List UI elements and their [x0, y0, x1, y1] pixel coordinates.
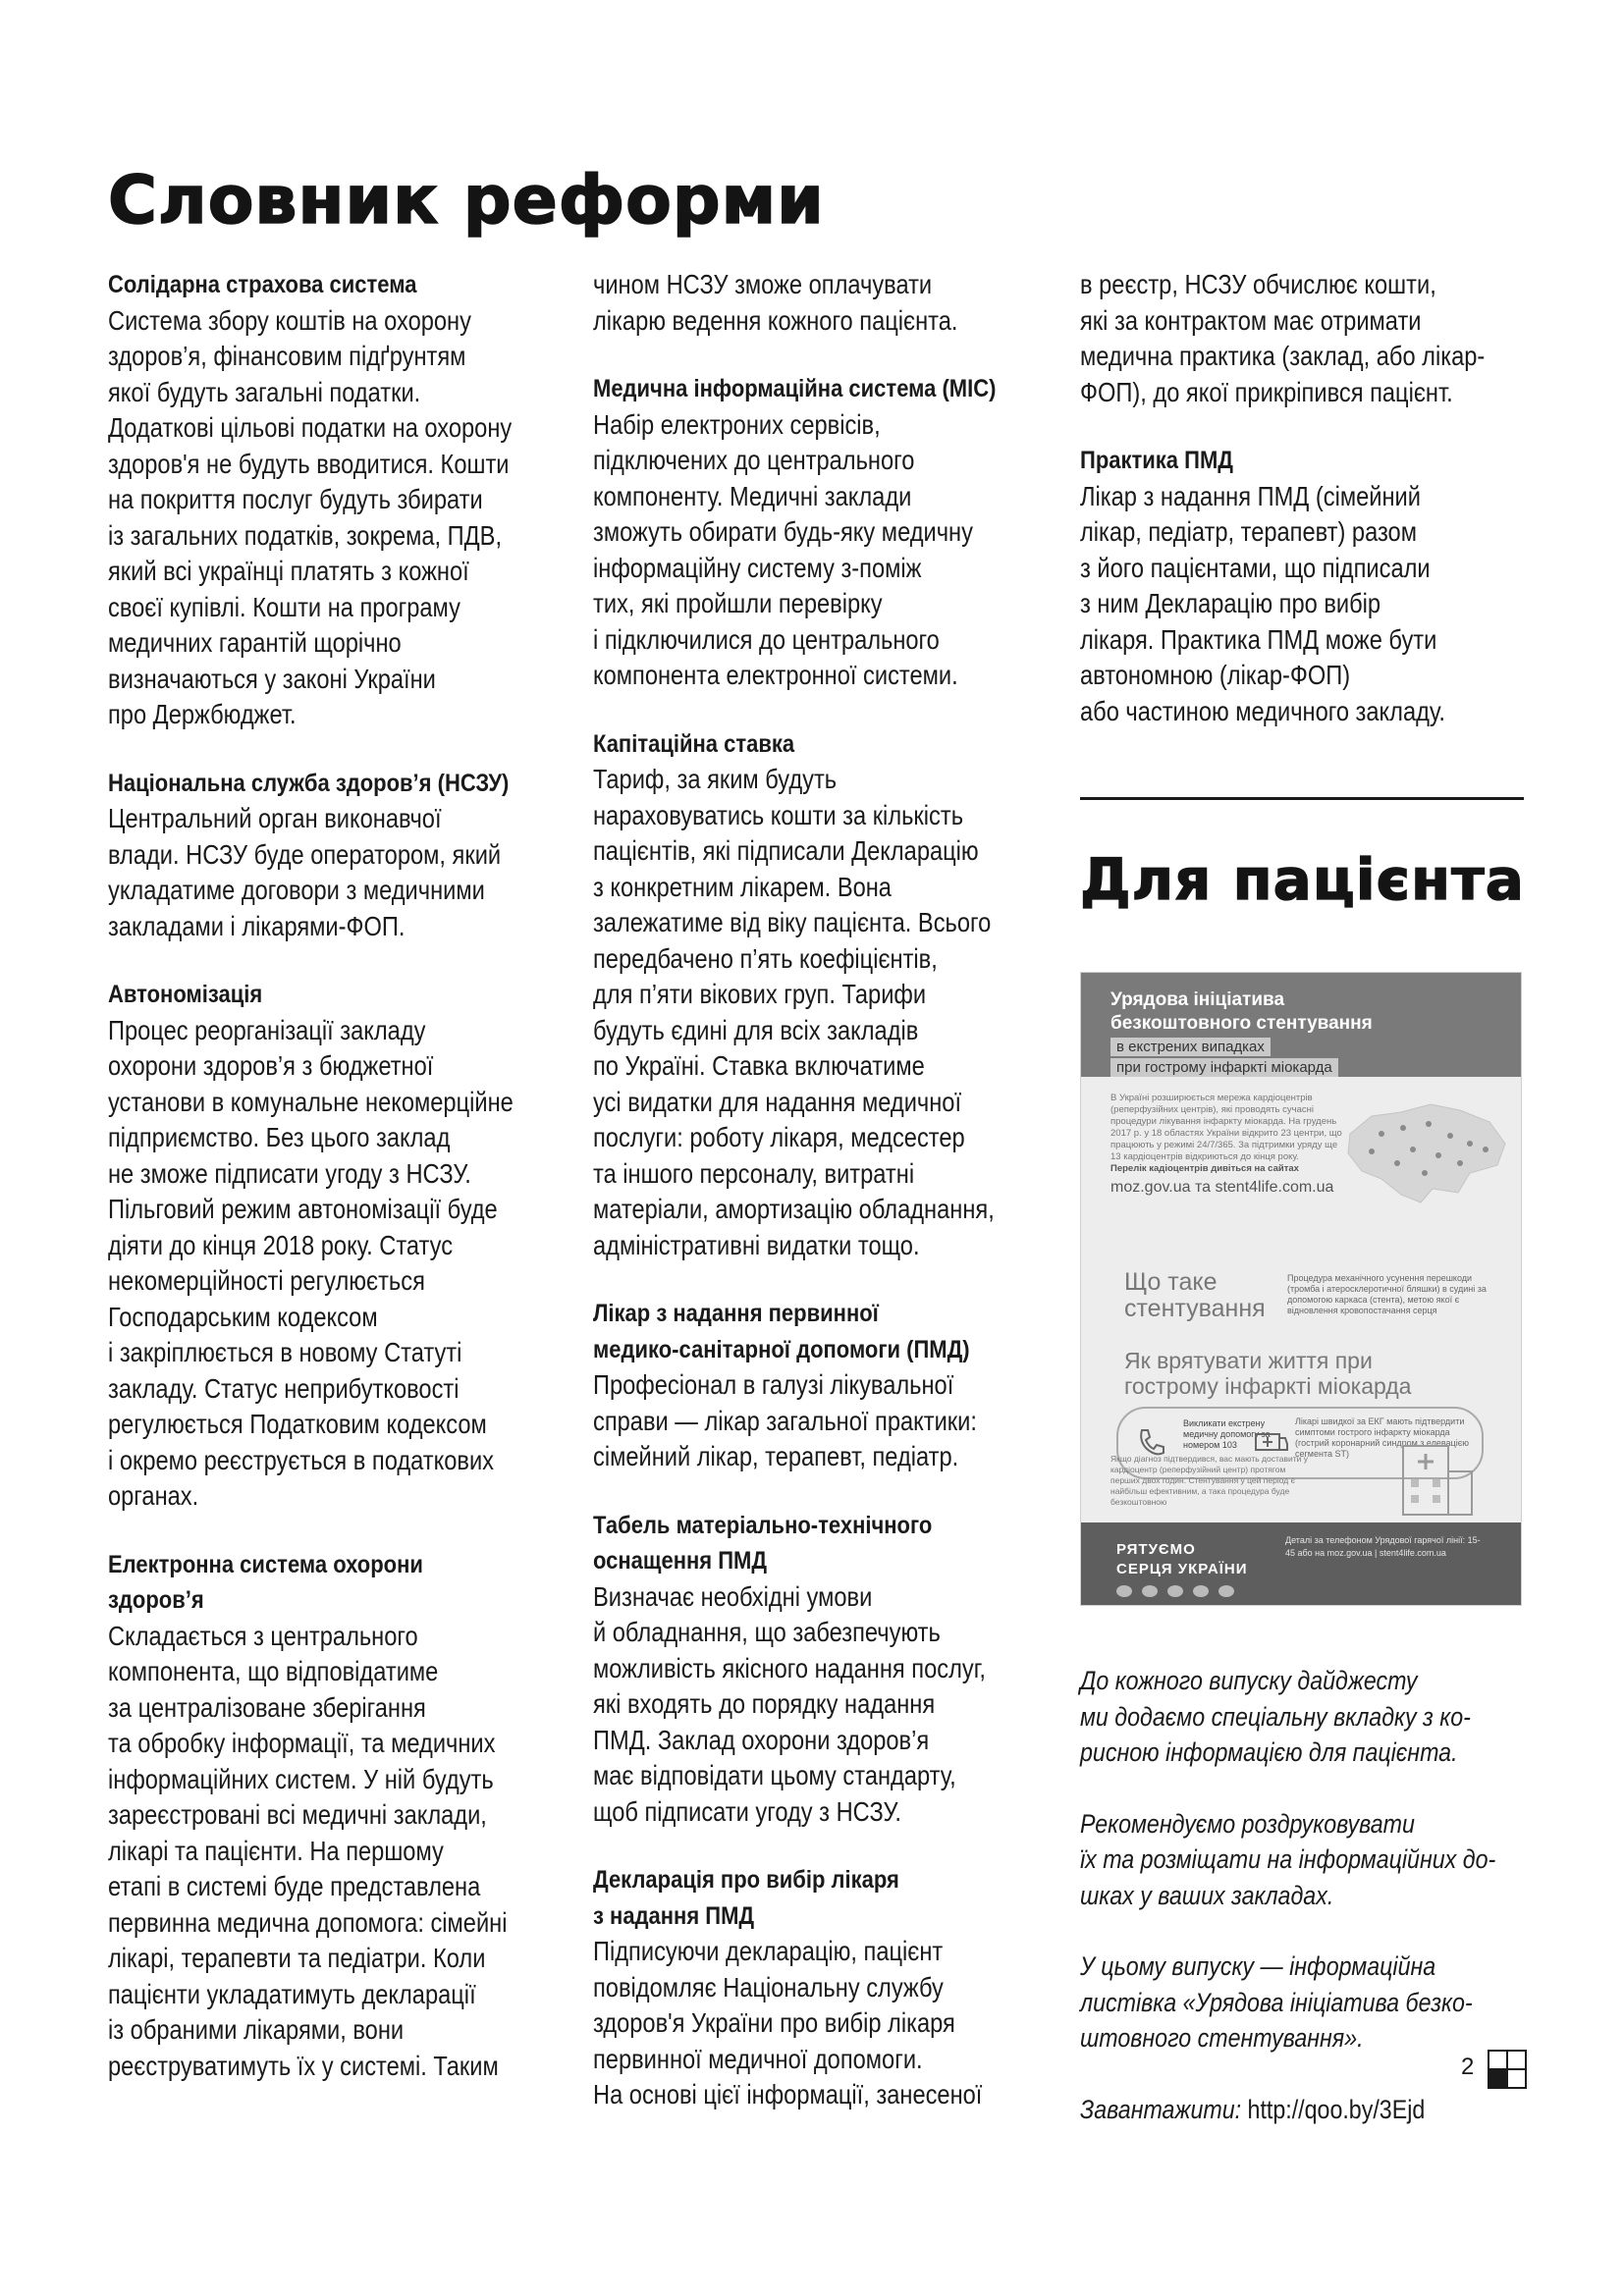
- patient-intro: [1080, 1663, 1532, 2163]
- section-title: Для пацієнта: [1080, 846, 1525, 913]
- glossary-term: Медична інформаційна система (МІС): [593, 375, 997, 402]
- glossary-entry: [108, 1547, 569, 2085]
- glossary-definition: в реєстр, НСЗУ обчислює кошти, які за контрактом має отримати медична практика (заклад, або лікар- ФОП), до якої прикріпився пацієнт.: [1080, 269, 1486, 407]
- leaflet-header: [1081, 973, 1521, 1077]
- glossary-entry: [593, 1296, 1055, 1475]
- leaflet-head-line: в екстрених випадках: [1110, 1038, 1271, 1056]
- glossary-entry: [108, 766, 569, 945]
- glossary-definition: Тариф, за яким будуть нараховуватись кошти за кількість пацієнтів, які підписали Декларацію з конкретним лікарем. Вона залежатиме від віку пацієнта. Всього передбачено п’ять коефіцієнтів, для п’яти вікових груп. Тарифи будуть єдині для всіх закладів по Україні. Ставка включатиме усі видатки для надання медичної послуги: роботу лікаря, медсестер та іншого персоналу, витратні матеріали, амортизацію обладнання, адміністративні видатки тощо.: [593, 764, 995, 1260]
- glossary-definition: Складається з центрального компонента, що відповідатиме за централізоване зберігання та обробку інформації, та медичних інформаційних систем. У ній будуть зареєстровані всі медичні заклади, лікарі та пацієнти. На першому етапі в системі буде представлена первинна медична допомога: сімейні лікарі, терапевти та педіатри. Коли пацієнти укладатимуть декларації із обраними лікарями, вони реєструватимуть їх у системі. Таким: [108, 1620, 508, 2081]
- section-divider: [1080, 797, 1524, 800]
- leaflet-call-text: Викликати екстрену медичну допомогу за номером 103: [1183, 1418, 1271, 1450]
- glossary-definition: Підписуючи декларацію, пацієнт повідомляє Національну службу здоров'я України про вибір лікаря первинної медичної допомоги. На основі цієї інформації, занесеної: [593, 1936, 983, 2109]
- glossary-entry: [593, 267, 1055, 339]
- glossary-term: Декларація про вибір лікаря з надання ПМД: [593, 1866, 899, 1930]
- glossary-term: Національна служба здоров’я (НСЗУ): [108, 769, 510, 797]
- glossary-entry: [593, 1862, 1055, 2113]
- glossary-term: Табель матеріально-технічного оснащення ПМД: [593, 1511, 933, 1575]
- glossary-column-3: [1080, 267, 1532, 762]
- leaflet-what-note: Процедура механічного усунення перешкоди (тромба і атеросклеротичної бляшки) в судині за допомогою каркаса (стента), метою якої є відновлення кровопостачання серця: [1287, 1273, 1487, 1315]
- glossary-entry: [108, 267, 569, 733]
- glossary-definition: Процес реорганізації закладу охорони здоров’я з бюджетної установи в комунальне некомерційне підприємство. Без цього заклад не зможе підписати угоду з НСЗУ. Пільговий режим автономізації буде діяти до кінця 2018 року. Статус некомерційності регулюється Господарським кодексом і закріплюється в новому Статуті закладу. Статус неприбутковості регулюється Податковим кодексом і окремо реєструється в податкових органах.: [108, 1014, 514, 1511]
- glossary-term: Лікар з надання первинної медико-санітарної допомоги (ПМД): [593, 1300, 970, 1363]
- leaflet-footer: [1081, 1522, 1521, 1605]
- leaflet-links: moz.gov.ua та stent4life.com.ua: [1110, 1179, 1334, 1196]
- glossary-definition: Центральний орган виконавчої влади. НСЗУ буде оператором, який укладатиме договори з медичними закладами і лікарями-ФОП.: [108, 803, 502, 941]
- leaflet-footer-details: Деталі за телефоном Урядової гарячої лінії: 15-45 або на moz.gov.ua | stent4life.com.ua: [1285, 1535, 1481, 1558]
- glossary-definition: Визначає необхідні умови й обладнання, що забезпечують можливість якісного надання послуг, які входять до порядку надання ПМД. Заклад охорони здоров’я має відповідати цьому стандарту, щоб підписати угоду з НСЗУ.: [593, 1580, 987, 1827]
- leaflet-head-line: безкоштовного стентування: [1110, 1013, 1373, 1034]
- glossary-entry: [593, 371, 1055, 694]
- hospital-icon: [1389, 1426, 1478, 1517]
- intro-paragraph: До кожного випуску дайджесту ми додаємо спеціальну вкладку з ко- рисною інформацією для пацієнта.: [1080, 1666, 1471, 1767]
- download-line: [1080, 2092, 1469, 2128]
- leaflet-thumbnail: [1080, 972, 1522, 1606]
- glossary-entry: [108, 977, 569, 1515]
- ambulance-icon: [1254, 1426, 1289, 1456]
- leaflet-footer-title: РЯТУЄМО СЕРЦЯ УКРАЇНИ: [1116, 1541, 1248, 1577]
- intro-paragraph: У цьому випуску — інформаційна листівка «Урядова ініціатива безко- штовного стентування».: [1080, 1951, 1473, 2053]
- glossary-definition: чином НСЗУ зможе оплачувати лікарю ведення кожного пацієнта.: [593, 269, 958, 336]
- ukraine-map-icon: [1342, 1095, 1509, 1212]
- leaflet-how-heading: Як врятувати життя при гострому інфаркті міокарда: [1124, 1348, 1412, 1399]
- glossary-column-1: [108, 267, 569, 2116]
- leaflet-ecg-text: Лікарі швидкої за ЕКГ мають підтвердити симптоми гострого інфаркту міокарда (гострий коронарний синдром з елевацією сегмента ST): [1295, 1416, 1470, 1459]
- leaflet-bottom-text: Якщо діагноз підтвердився, вас мають доставити у кардіоцентр (реперфузійний центр) протягом перших двох годин. Стентування у цей період є найбільш ефективним, а така процедура буде безкоштовною: [1110, 1454, 1309, 1507]
- glossary-entry: [593, 1508, 1055, 1831]
- glossary-definition: Професіонал в галузі лікувальної справи — лікар загальної практики: сімейний лікар, терапевт, педіатр.: [593, 1369, 977, 1471]
- download-label: Завантажити:: [1080, 2094, 1242, 2124]
- leaflet-intro-text: В Україні розширюється мережа кардіоцентрів (реперфузійних центрів), які проводять сучасні процедури лікування інфаркту міокарда. На грудень 2017 р. у 18 областях України відкрито 23 центри, що працюють у режимі 24/7/365. За підтримки уряду ще 13 кардіоцентрів відкриються до кінця року. Перелік кадіоцентрів дивіться на сайтах: [1110, 1093, 1342, 1174]
- glossary-definition: Набір електроних сервісів, підключених до центрального компоненту. Медичні заклади зможуть обирати будь-яку медичну інформаційну систему з-поміж тих, які пройшли перевірку і підключилися до центрального компонента електронної системи.: [593, 408, 973, 690]
- leaflet-head-line: Урядова ініціатива: [1110, 989, 1285, 1010]
- glossary-definition: Система збору коштів на охорону здоров’я, фінансовим підґрунтям якої будуть загальні податки. Додаткові цільові податки на охорону здоров'я не будуть вводитися. Кошти на покриття послуг будуть збирати із загальних податків, зокрема, ПДВ, який всі українці платять з кожної своєї купівлі. Кошти на програму медичних гарантій щорічно визначаються у законі України про Держбюджет.: [108, 304, 513, 729]
- glossary-term: Практика ПМД: [1080, 447, 1233, 474]
- glossary-entry: [593, 726, 1055, 1264]
- leaflet-head-line: при гострому інфаркті міокарда: [1110, 1058, 1338, 1077]
- intro-paragraph: Рекомендуємо роздруковувати їх та розміщати на інформаційних до- шках у ваших закладах.: [1080, 1808, 1496, 1910]
- glossary-entry: [1080, 443, 1532, 729]
- glossary-term: Автономізація: [108, 981, 263, 1008]
- leaflet-what-heading: Що таке стентування: [1124, 1268, 1266, 1322]
- glossary-column-2: [593, 267, 1055, 2146]
- download-link[interactable]: http://qoo.by/3Ejd: [1247, 2094, 1426, 2124]
- grid-logo-icon: [1488, 2050, 1527, 2089]
- page-title: Словник реформи: [108, 162, 825, 240]
- glossary-term: Електронна система охорони здоров’я: [108, 1550, 423, 1614]
- page-number: 2: [1461, 2054, 1475, 2080]
- glossary-entry: [1080, 267, 1532, 410]
- glossary-term: Капітаційна ставка: [593, 729, 795, 758]
- glossary-definition: Лікар з надання ПМД (сімейний лікар, педіатр, терапевт) разом з його пацієнтами, що підписали з ним Декларацію про вибір лікаря. Практика ПМД може бути автономною (лікар-ФОП) або частиною медичного закладу.: [1080, 480, 1445, 726]
- partner-logos: [1116, 1585, 1234, 1597]
- glossary-term: Солідарна страхова система: [108, 271, 417, 298]
- leaflet-list-label: Перелік кадіоцентрів дивіться на сайтах: [1110, 1163, 1299, 1174]
